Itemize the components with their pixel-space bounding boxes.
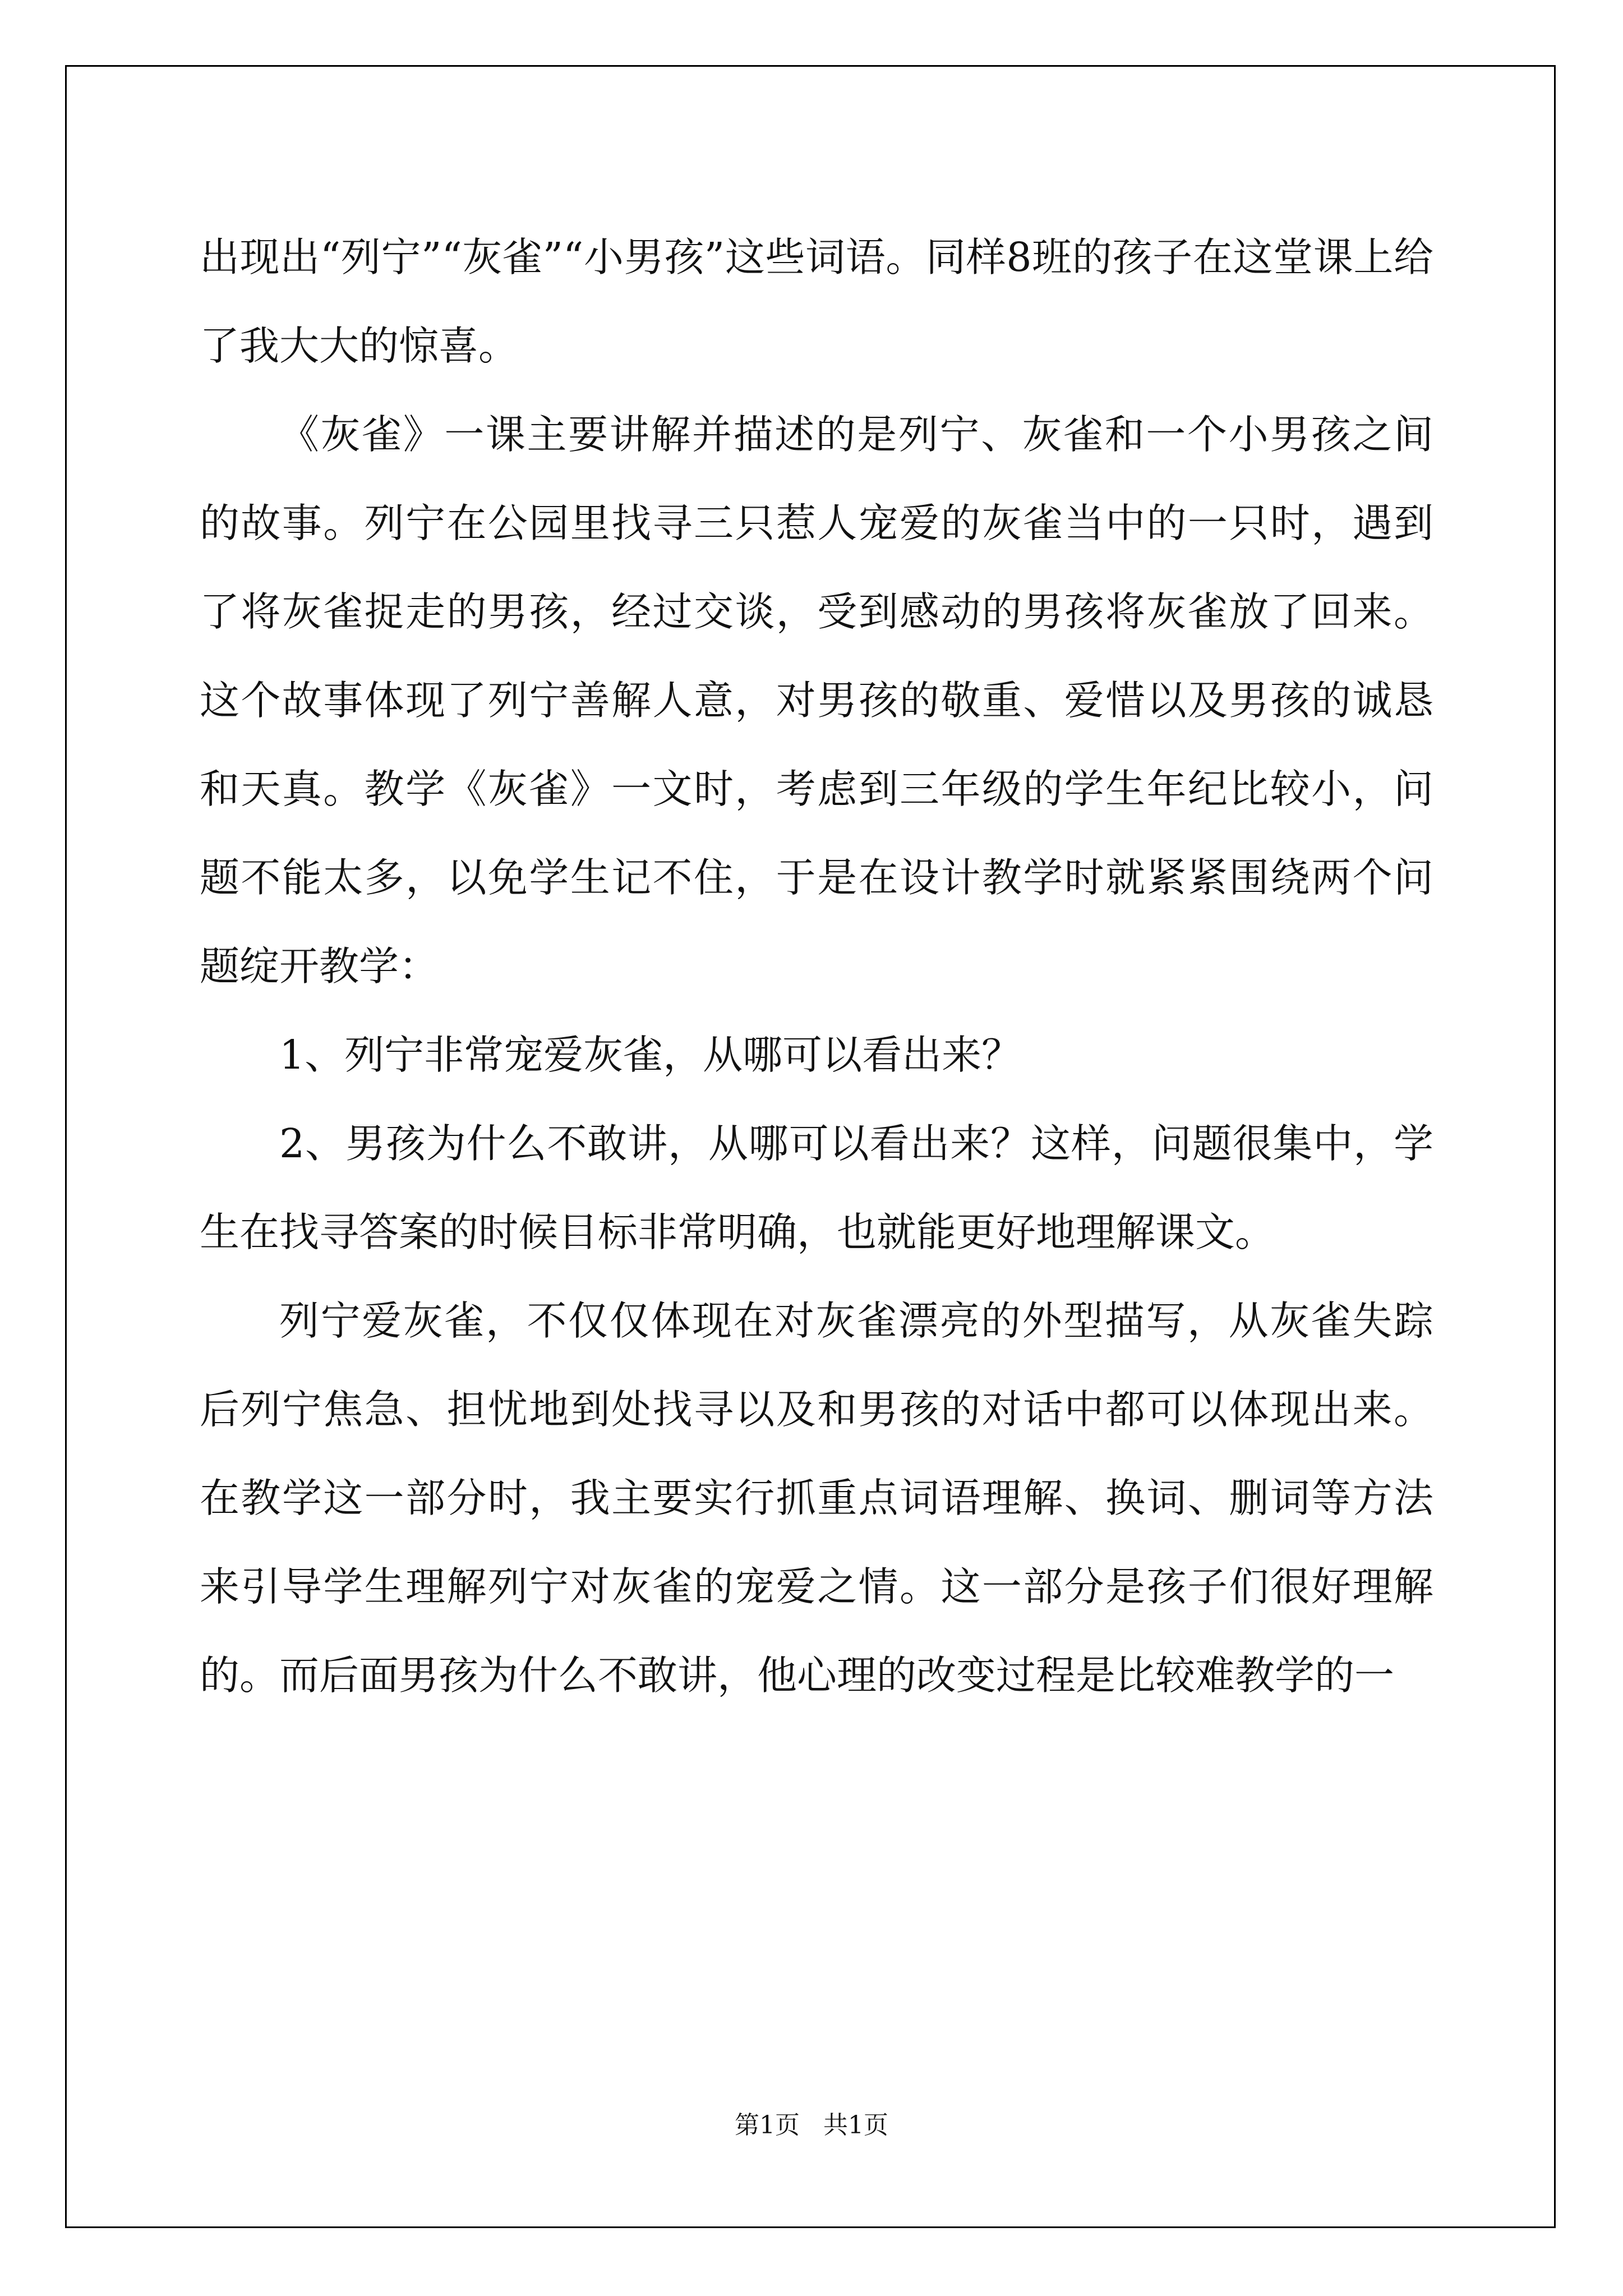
- page-number: 第1页: [735, 2111, 800, 2139]
- page-total: 共1页: [823, 2111, 888, 2139]
- paragraph-4: 2、男孩为什么不敢讲，从哪可以看出来？这样，问题很集中，学生在找寻答案的时候目标非常明确，也就能更好地理解课文。: [200, 1120, 1433, 1255]
- paragraph-5: 列宁爱灰雀，不仅仅体现在对灰雀漂亮的外型描写，从灰雀失踪后列宁焦急、担忧地到处找寻以及和男孩的对话中都可以体现出来。在教学这一部分时，我主要实行抓重点词语理解、换词、删词等方法来引导学生理解列宁对灰雀的宠爱之情。这一部分是孩子们很好理解的。而后面男孩为什么不敢讲，他心理的改变过程是比较难教学的一: [200, 1297, 1433, 1699]
- paragraph-1: 出现出“列宁”“灰雀”“小男孩”这些词语。同样8班的孩子在这堂课上给了我大大的惊喜。: [200, 234, 1433, 369]
- page-footer: [0, 2105, 1623, 2141]
- document-body: [200, 213, 1433, 1720]
- paragraph-3: 1、列宁非常宠爱灰雀，从哪可以看出来？: [279, 1032, 1022, 1078]
- paragraph-2: 《灰雀》一课主要讲解并描述的是列宁、灰雀和一个小男孩之间的故事。列宁在公园里找寻三只惹人宠爱的灰雀当中的一只时，遇到了将灰雀捉走的男孩，经过交谈，受到感动的男孩将灰雀放了回来。这个故事体现了列宁善解人意，对男孩的敬重、爱惜以及男孩的诚恳和天真。教学《灰雀》一文时，考虑到三年级的学生年纪比较小，问题不能太多，以免学生记不住，于是在设计教学时就紧紧围绕两个问题绽开教学：: [200, 411, 1433, 990]
